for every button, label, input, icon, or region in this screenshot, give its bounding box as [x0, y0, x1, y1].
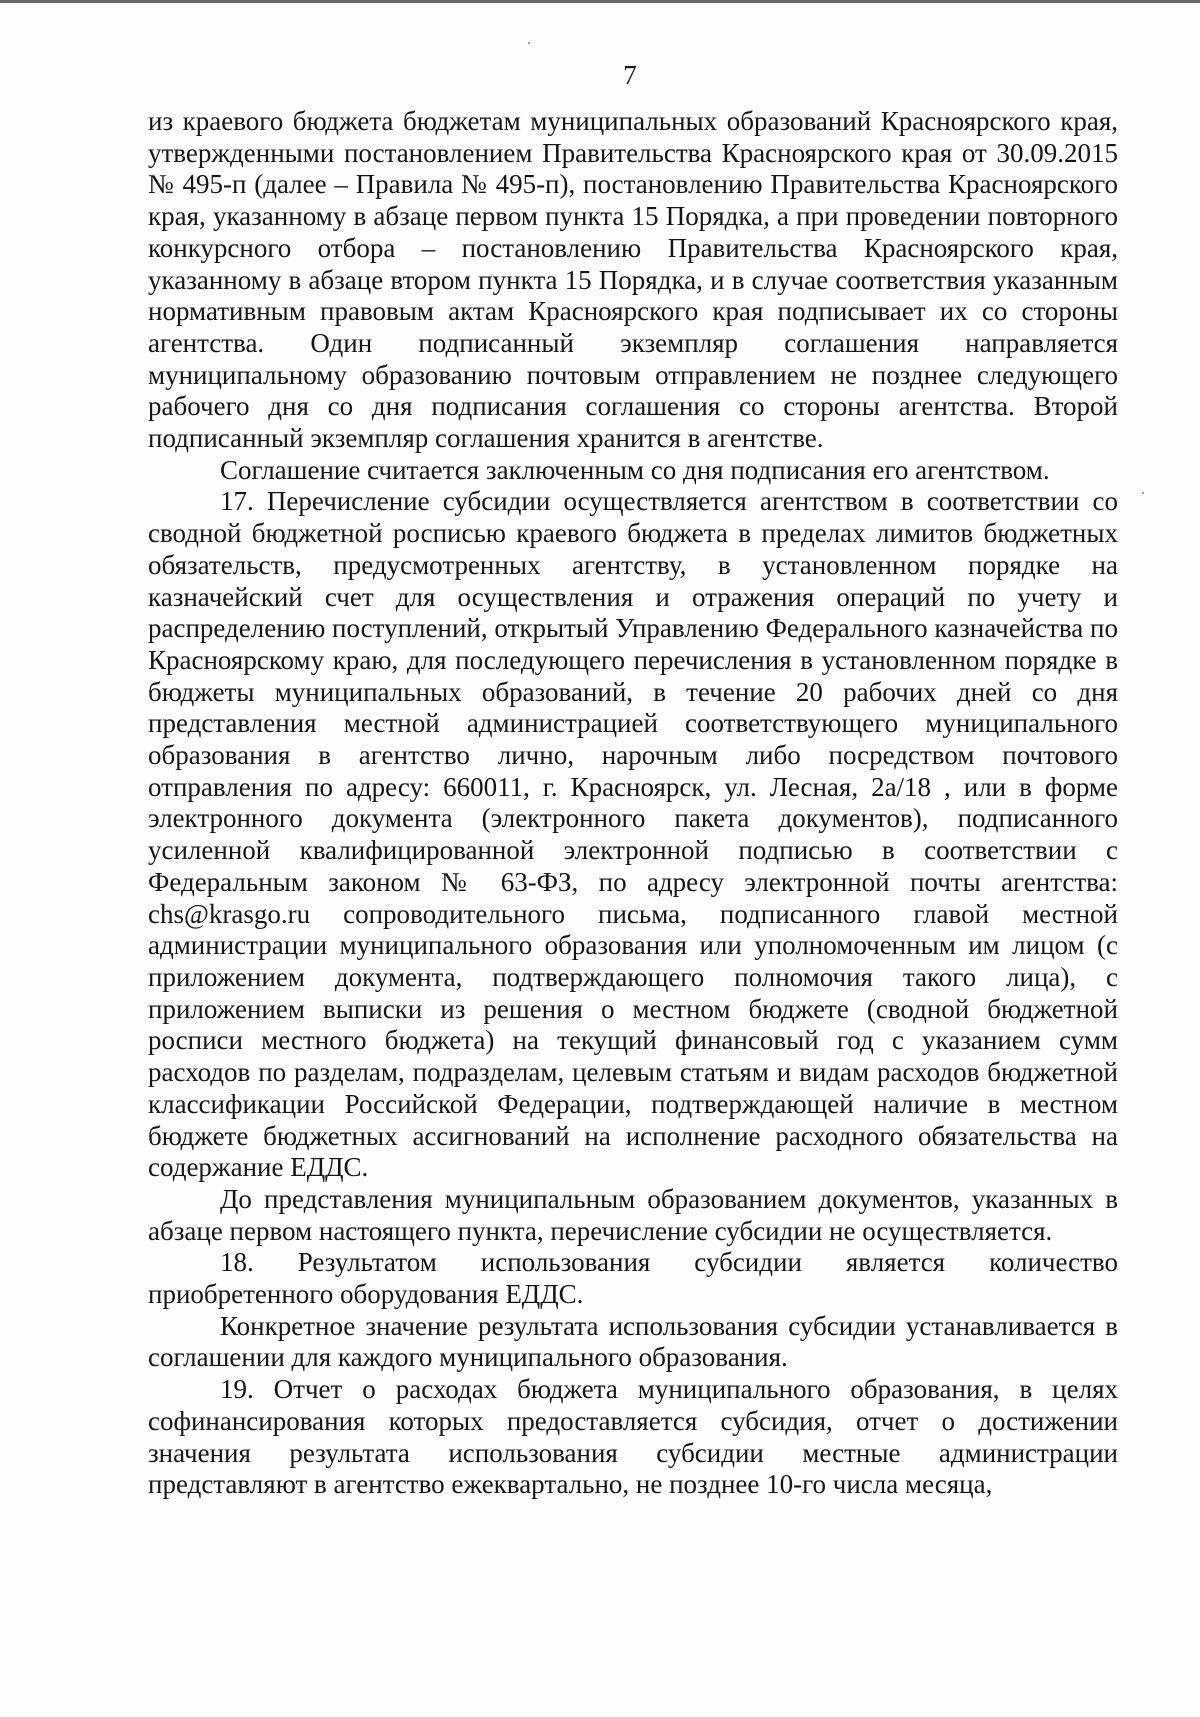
paragraph-item-19: 19. Отчет о расходах бюджета муниципального образования, в целях софинансирования которых предоставляется субсидия, отчет о достижении значения результата использования субсидии местные администрации представляют в агентство ежеквартально, не позднее 10-го числа месяца,: [148, 1374, 1118, 1500]
document-body: [148, 106, 1118, 1501]
page-number: 7: [623, 60, 637, 90]
paragraph-continuation: из краевого бюджета бюджетам муниципальных образований Красноярского края, утвержденными постановлением Правительства Красноярского края от 30.09.2015 № 495-п (далее – Правила № 495-п), постановлению Правительства Красноярского края, указанному в абзаце первом пункта 15 Порядка, а при проведении повторного конкурсного отбора – постановлению Правительства Красноярского края, указанному в абзаце втором пункта 15 Порядка, и в случае соответствия указанным нормативным правовым актам Красноярского края подписывает их со стороны агентства. Один подписанный экземпляр соглашения направляется муниципальному образованию почтовым отправлением не позднее следующего рабочего дня со дня подписания соглашения со стороны агентства. Второй подписанный экземпляр соглашения хранится в агентстве.: [148, 106, 1118, 454]
scan-top-border: [0, 0, 1200, 3]
paragraph-specific-value: Конкретное значение результата использования субсидии устанавливается в соглашении для каждого муниципального образования.: [148, 1310, 1118, 1373]
paragraph-item-18: 18. Результатом использования субсидии является количество приобретенного оборудования ЕДДС.: [148, 1247, 1118, 1310]
paragraph-agreement-concluded: Соглашение считается заключенным со дня подписания его агентством.: [220, 454, 1050, 485]
scan-speck: [528, 42, 530, 44]
paragraph-item-17: 17. Перечисление субсидии осуществляется агентством в соответствии со сводной бюджетной росписью краевого бюджета в пределах лимитов бюджетных обязательств, предусмотренных агентству, в установленном порядке на казначейский счет для осуществления и отражения операций по учету и распределению поступлений, открытый Управлению Федерального казначейства по Красноярскому краю, для последующего перечисления в установленном порядке в бюджеты муниципальных образований, в течение 20 рабочих дней со дня представления местной администрацией соответствующего муниципального образования в агентство лично, нарочным либо посредством почтового отправления по адресу: 660011, г. Красноярск, ул. Лесная, 2а/18 , или в форме электронного документа (электронного пакета документов), подписанного усиленной квалифицированной электронной подписью в соответствии с Федеральным законом № 63-ФЗ, по адресу электронной почты агентства: chs@krasgo.ru сопроводительного письма, подписанного главой местной администрации муниципального образования или уполномоченным им лицом (с приложением документа, подтверждающего полномочия такого лица), с приложением выписки из решения о местном бюджете (сводной бюджетной росписи местного бюджета) на текущий финансовый год с указанием сумм расходов по разделам, подразделам, целевым статьям и видам расходов бюджетной классификации Российской Федерации, подтверждающей наличие в местном бюджете бюджетных ассигнований на исполнение расходного обязательства на содержание ЕДДС.: [148, 486, 1118, 1183]
scan-speck: [1142, 492, 1144, 494]
paragraph-before-documents: До представления муниципальным образованием документов, указанных в абзаце первом настоящего пункта, перечисление субсидии не осуществляется.: [148, 1183, 1118, 1246]
